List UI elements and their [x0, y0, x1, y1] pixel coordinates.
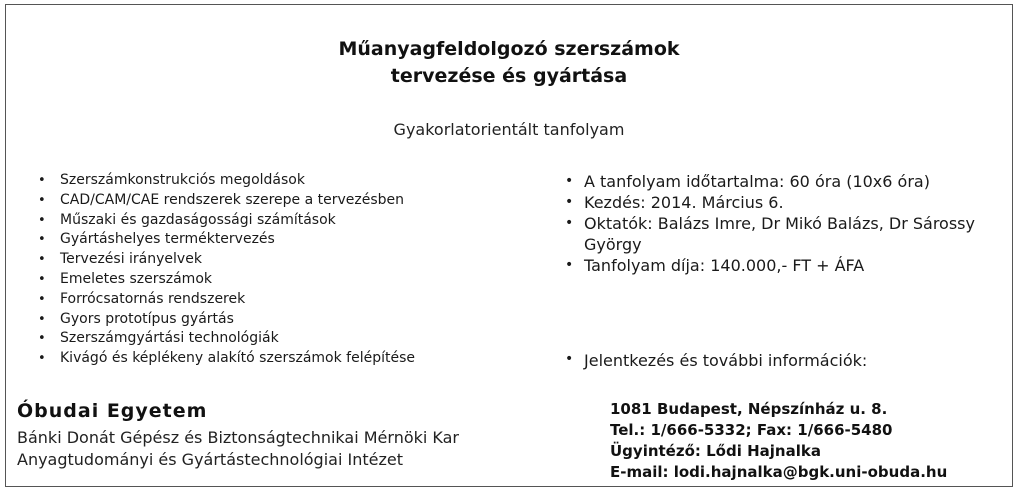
course-info-list: [565, 171, 1005, 276]
topic-item: • Gyors prototípus gyártás: [38, 310, 415, 330]
course-fee: • Tanfolyam díja: 140.000,- FT + ÁFA: [565, 255, 1005, 276]
institution-name: Óbudai Egyetem: [17, 400, 208, 422]
contact-lead: [565, 351, 867, 370]
title-line-2: tervezése és gyártása: [390, 65, 628, 87]
contact-email[interactable]: E-mail: lodi.hajnalka@bgk.uni-obuda.hu: [610, 463, 948, 481]
topic-item: • Szerszámkonstrukciós megoldások: [38, 171, 415, 191]
contact-administrator: Ügyintéző: Lődi Hajnalka: [610, 442, 821, 460]
title-line-1: Műanyagfeldolgozó szerszámok: [338, 38, 680, 60]
topic-item: • Emeletes szerszámok: [38, 270, 415, 290]
subtitle: Gyakorlatorientált tanfolyam: [393, 120, 625, 139]
topic-item: • CAD/CAM/CAE rendszerek szerepe a tervezésben: [38, 191, 415, 211]
course-instructors: • Oktatók: Balázs Imre, Dr Mikó Balázs, Dr Sárossy György: [565, 213, 1005, 255]
topic-item: • Tervezési irányelvek: [38, 250, 415, 270]
topic-item: • Gyártáshelyes terméktervezés: [38, 230, 415, 250]
topic-item: • Forrócsatornás rendszerek: [38, 290, 415, 310]
institution-institute: Anyagtudományi és Gyártástechnológiai Intézet: [17, 450, 403, 469]
bullet-icon: •: [565, 351, 574, 367]
contact-lead-text: Jelentkezés és további információk:: [584, 351, 868, 370]
topic-list: [38, 171, 415, 369]
topic-item: • Kivágó és képlékeny alakító szerszámok felépítése: [38, 349, 415, 369]
course-start: • Kezdés: 2014. Március 6.: [565, 192, 1005, 213]
topic-item: • Szerszámgyártási technológiák: [38, 329, 415, 349]
contact-block: [610, 399, 947, 483]
contact-phone-fax: Tel.: 1/666-5332; Fax: 1/666-5480: [610, 421, 893, 439]
institution-faculty: Bánki Donát Gépész és Biztonságtechnikai Mérnöki Kar: [17, 428, 460, 447]
contact-address: 1081 Budapest, Népszínház u. 8.: [610, 400, 888, 418]
topic-item: • Műszaki és gazdaságossági számítások: [38, 211, 415, 231]
course-duration: • A tanfolyam időtartalma: 60 óra (10x6 óra): [565, 171, 1005, 192]
